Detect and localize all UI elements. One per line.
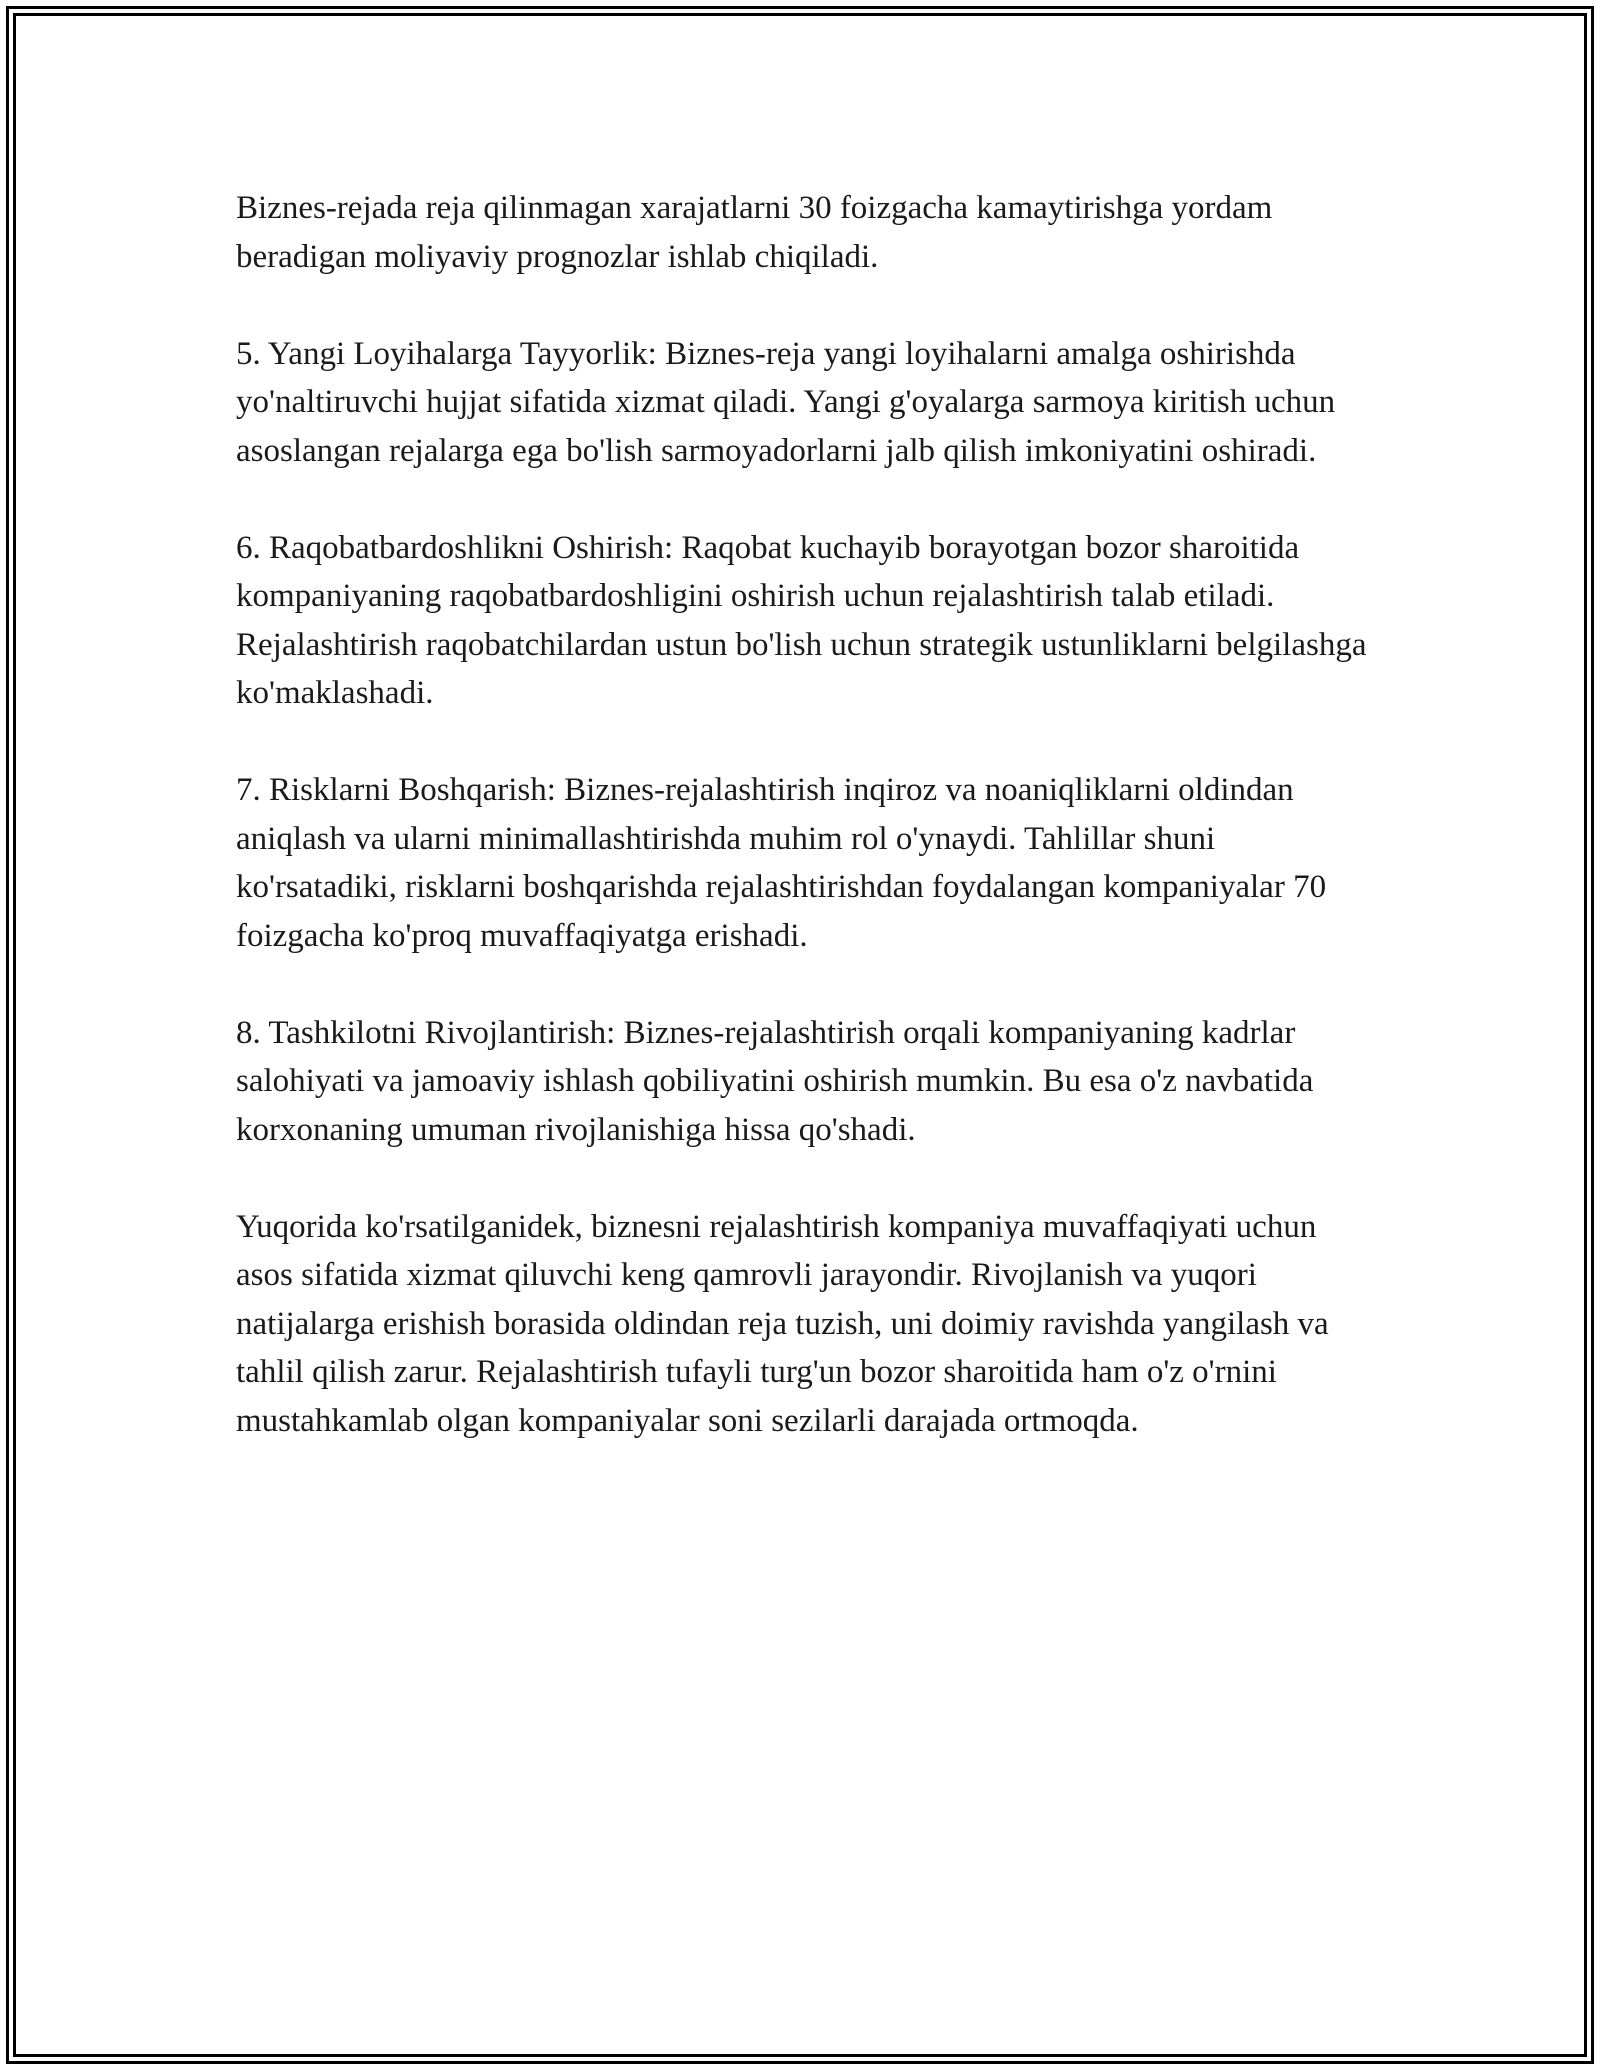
paragraph-item-7: 7. Risklarni Boshqarish: Biznes-rejalashtirish inqiroz va noaniqliklarni oldindan aniqlash va ularni minimallashtirishda muhim rol o'ynaydi. Tahlillar shuni ko'rsatadiki, risklarni boshqarishda rejalashtirishdan foydalangan kompaniyalar 70 foizgacha ko'proq muvaffaqiyatga erishadi.	[236, 772, 1327, 954]
paragraph-item-8: 8. Tashkilotni Rivojlantirish: Biznes-rejalashtirish orqali kompaniyaning kadrlar salohiyati va jamoaviy ishlash qobiliyatini oshirish mumkin. Bu esa o'z navbatida korxonaning umuman rivojlanishiga hissa qo'shadi.	[236, 1014, 1314, 1148]
paragraph-conclusion: Yuqorida ko'rsatilganidek, biznesni rejalashtirish kompaniya muvaffaqiyati uchun asos sifatida xizmat qiluvchi keng qamrovli jarayondir. Rivojlanish va yuqori natijalarga erishish borasida oldindan reja tuzish, uni doimiy ravishda yangilash va tahlil qilish zarur. Rejalashtirish tufayli turg'un bozor sharoitida ham o'z o'rnini mustahkamlab olgan kompaniyalar soni sezilarli darajada ortmoqda.	[236, 1208, 1329, 1439]
paragraph-item-6: 6. Raqobatbardoshlikni Oshirish: Raqobat kuchayib borayotgan bozor sharoitida kompaniyaning raqobatbardoshligini oshirish uchun rejalashtirish talab etiladi. Rejalashtirish raqobatchilardan ustun bo'lish uchun strategik ustunliklarni belgilashga ko'maklashadi.	[236, 529, 1367, 711]
document-body	[236, 184, 1376, 1494]
paragraph-item-5: 5. Yangi Loyihalarga Tayyorlik: Biznes-reja yangi loyihalarni amalga oshirishda yo'naltiruvchi hujjat sifatida xizmat qiladi. Yangi g'oyalarga sarmoya kiritish uchun asoslangan rejalarga ega bo'lish sarmoyadorlarni jalb qilish imkoniyatini oshiradi.	[236, 335, 1336, 469]
paragraph-intro: Biznes-rejada reja qilinmagan xarajatlarni 30 foizgacha kamaytirishga yordam beradigan moliyaviy prognozlar ishlab chiqiladi.	[236, 190, 1273, 275]
